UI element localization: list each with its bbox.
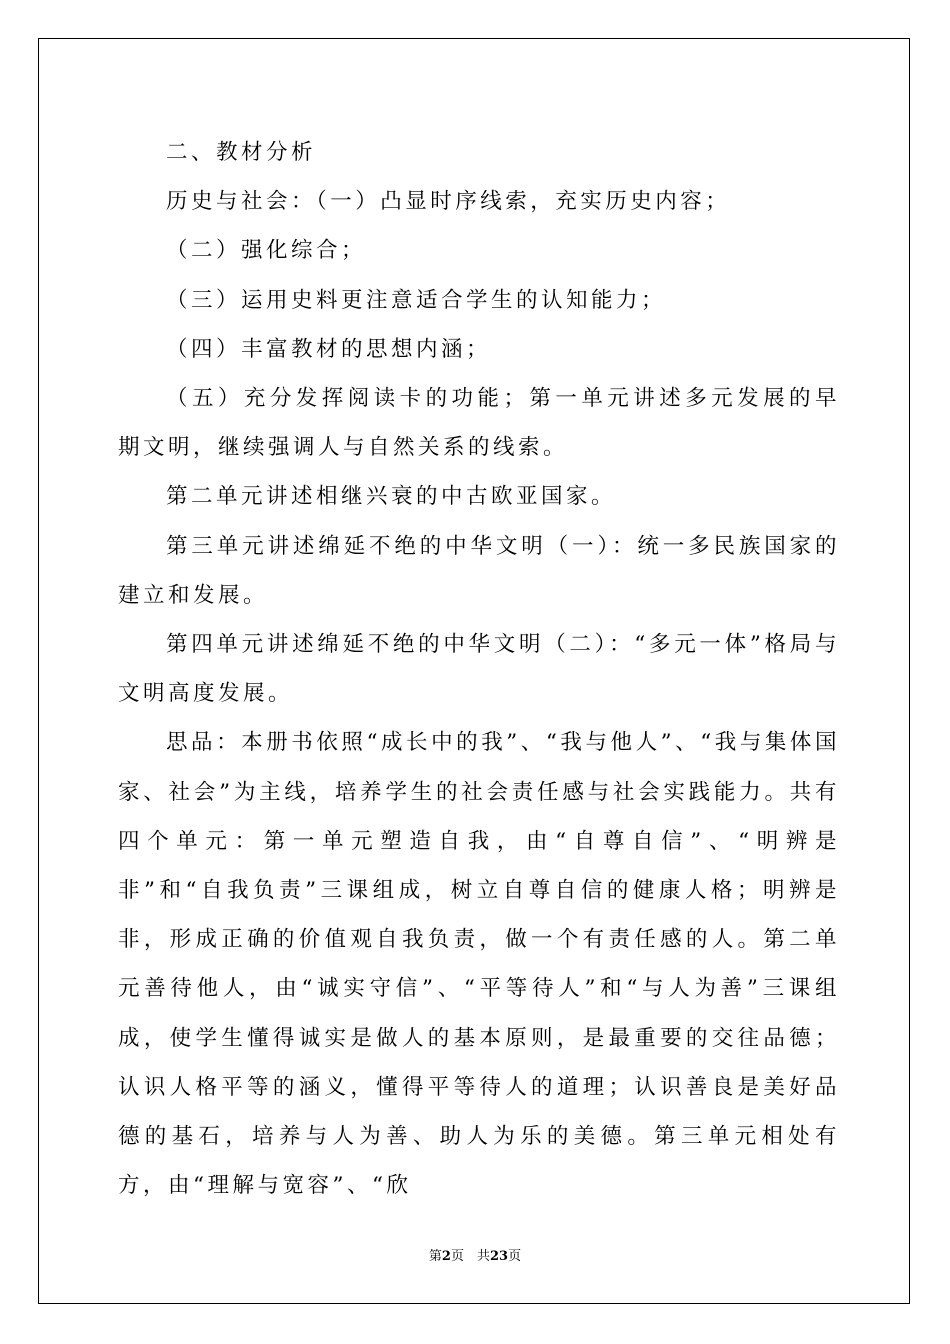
paragraph: （三）运用史料更注意适合学生的认知能力； <box>166 287 667 313</box>
footer-middle: 页 共 <box>450 1249 490 1264</box>
footer-suffix: 页 <box>508 1249 522 1264</box>
document-body <box>118 128 840 1210</box>
paragraph: 历史与社会：（一）凸显时序线索，充实历史内容； <box>166 189 731 215</box>
paragraph: 第四单元讲述绵延不绝的中华文明（二）：“多元一体”格局与文明高度发展。 <box>118 632 840 707</box>
page-footer <box>0 1245 950 1264</box>
paragraph: （五）充分发挥阅读卡的功能；第一单元讲述多元发展的早期文明，继续强调人与自然关系的线索。 <box>118 386 840 461</box>
paragraph: 第二单元讲述相继兴衰的中古欧亚国家。 <box>166 484 617 510</box>
paragraph: 二、教材分析 <box>166 140 317 165</box>
current-page-number: 2 <box>441 1249 451 1264</box>
paragraph: 第三单元讲述绵延不绝的中华文明（一）：统一多民族国家的建立和发展。 <box>118 533 840 608</box>
total-page-count: 23 <box>489 1249 509 1264</box>
paragraph: （四）丰富教材的思想内涵； <box>166 336 492 362</box>
paragraph: （二）强化综合； <box>166 238 367 264</box>
footer-prefix: 第 <box>428 1249 442 1264</box>
paragraph: 思品：本册书依照“成长中的我”、“我与他人”、“我与集体国家、社会”为主线，培养学生的社会责任感与社会实践能力。共有四个单元：第一单元塑造自我，由“自尊自信”、“明辨是非”和“自我负责”三课组成，树立自尊自信的健康人格；明辨是非，形成正确的价值观自我负责，做一个有责任感的人。第二单元善待他人，由“诚实守信”、“平等待人”和“与人为善”三课组成，使学生懂得诚实是做人的基本原则，是最重要的交往品德；认识人格平等的涵义，懂得平等待人的道理；认识善良是美好品德的基石，培养与人为善、助人为乐的美德。第三单元相处有方，由“理解与宽容”、“欣 <box>118 730 840 1199</box>
